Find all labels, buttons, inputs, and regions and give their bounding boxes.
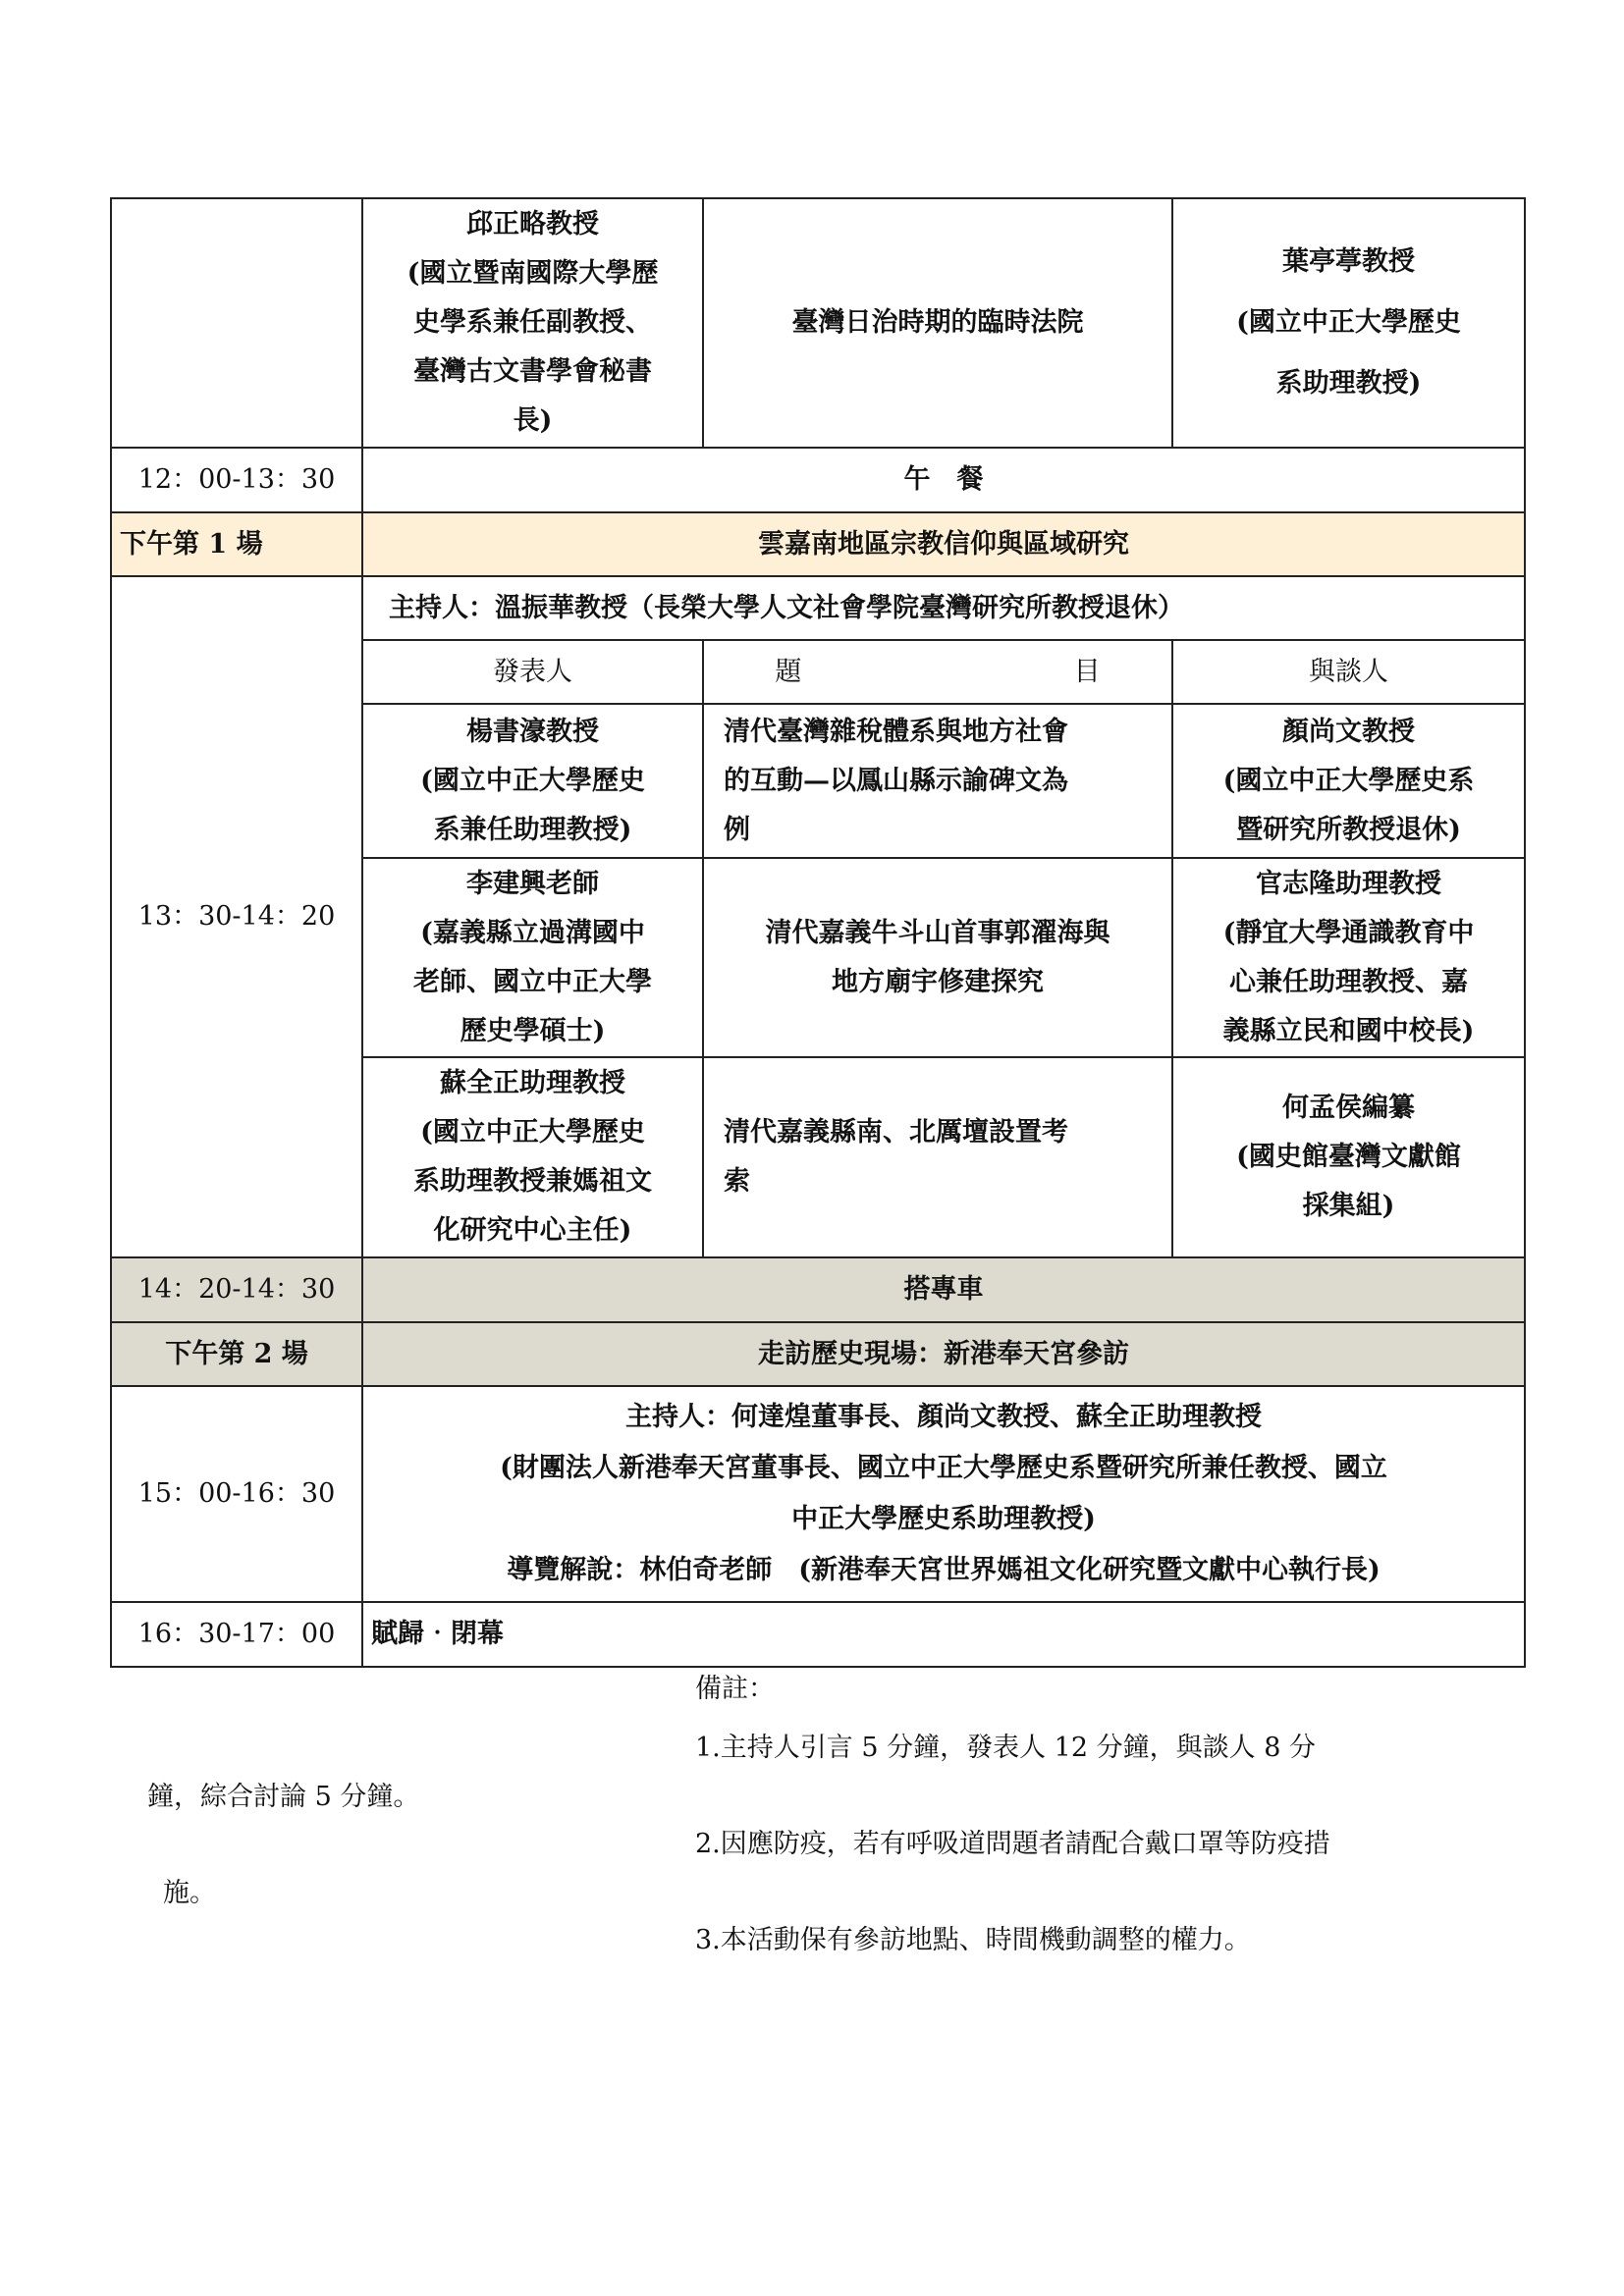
table-row [111, 448, 1525, 512]
lunch-label: 午 餐 [362, 448, 1525, 512]
discussant-affiliation: 暨研究所教授退休) [1236, 814, 1461, 845]
presenter-name: 李建興老師 [466, 868, 599, 899]
column-header-topic-char: 題 [775, 656, 802, 687]
session-label: 下午第 1 場 [111, 512, 362, 576]
presenter-affiliation: 歷史學碩士) [460, 1015, 606, 1046]
session-title: 雲嘉南地區宗教信仰與區域研究 [362, 512, 1525, 576]
presenter-affiliation: (嘉義縣立過溝國中 [420, 917, 645, 948]
note-item: 1.主持人引言 5 分鐘，發表人 12 分鐘，與談人 8 分 [695, 1733, 1316, 1763]
presenter-cell [362, 1057, 703, 1257]
host-affiliation: (財團法人新港奉天宮董事長、國立中正大學歷史系暨研究所兼任教授、國立 [500, 1453, 1387, 1483]
session-host: 主持人：溫振華教授（長榮大學人文社會學院臺灣研究所教授退休） [362, 576, 1525, 640]
presenter-name: 蘇全正助理教授 [440, 1068, 625, 1098]
topic-text: 清代臺灣雜稅體系與地方社會 [724, 716, 1068, 747]
note-item: 施。 [163, 1878, 216, 1908]
presenter-affiliation: 老師、國立中正大學 [413, 966, 652, 997]
column-header-topic [703, 640, 1172, 704]
notes-heading: 備註： [695, 1674, 775, 1704]
discussant-affiliation: (國史館臺灣文獻館 [1236, 1142, 1461, 1172]
time-cell: 15：00-16：30 [111, 1386, 362, 1602]
column-header-discussant: 與談人 [1172, 640, 1525, 704]
session-header [111, 1257, 1525, 1322]
presenter-affiliation: 化研究中心主任) [433, 1215, 632, 1246]
presenter-affiliation: (國立暨南國際大學歷 [406, 258, 659, 289]
presenter-affiliation: 史學系兼任副教授、 [413, 307, 652, 338]
presenter-cell [362, 858, 703, 1057]
session-header [111, 512, 1525, 576]
topic-cell [703, 704, 1172, 858]
discussant-cell [1172, 1057, 1525, 1257]
discussant-cell [1172, 704, 1525, 858]
presenter-name: 邱正略教授 [466, 209, 599, 240]
discussant-name: 何孟侯編纂 [1282, 1093, 1415, 1123]
presenter-affiliation: (國立中正大學歷史 [420, 765, 645, 796]
presenter-affiliation: 系兼任助理教授) [433, 814, 632, 845]
presenter-affiliation: (國立中正大學歷史 [420, 1117, 645, 1148]
session-host: 主持人：何達煌董事長、顏尚文教授、蘇全正助理教授 [625, 1402, 1262, 1432]
session-title: 走訪歷史現場：新港奉天宮參訪 [362, 1322, 1525, 1386]
table-row [111, 1602, 1525, 1667]
presenter-cell [362, 704, 703, 858]
host-affiliation: 中正大學歷史系助理教授) [791, 1504, 1096, 1534]
closing-label: 賦歸‧閉幕 [362, 1602, 1525, 1667]
time-cell: 16：30-17：00 [111, 1602, 362, 1667]
schedule-table [110, 197, 1526, 1668]
topic-cell [703, 858, 1172, 1057]
discussant-affiliation: (國立中正大學歷史系 [1222, 765, 1475, 796]
topic-cell [703, 198, 1172, 448]
presenter-name: 楊書濠教授 [466, 716, 599, 747]
guide-info: 導覽解說：林伯奇老師 (新港奉天宮世界媽祖文化研究暨文獻中心執行長) [507, 1555, 1380, 1585]
time-cell: 14：20-14：30 [111, 1257, 362, 1322]
note-item: 3.本活動保有參訪地點、時間機動調整的權力。 [695, 1925, 1251, 1955]
topic-cell [703, 1057, 1172, 1257]
session-label: 下午第 2 場 [111, 1322, 362, 1386]
topic-text: 地方廟宇修建探究 [832, 966, 1044, 997]
topic-text: 清代嘉義牛斗山首事郭濯海與 [765, 917, 1110, 948]
topic-text: 臺灣日治時期的臨時法院 [791, 307, 1084, 338]
table-row [111, 1386, 1525, 1602]
presenter-affiliation: 系助理教授兼媽祖文 [413, 1166, 652, 1197]
discussant-affiliation: 系助理教授) [1275, 368, 1422, 399]
discussant-name: 顏尚文教授 [1282, 716, 1415, 747]
topic-text: 清代嘉義縣南、北厲壇設置考 [724, 1117, 1068, 1148]
discussant-name: 葉亭葶教授 [1282, 246, 1415, 277]
discussant-affiliation: (國立中正大學歷史 [1236, 307, 1461, 338]
table-row [111, 198, 1525, 448]
discussant-cell [1172, 858, 1525, 1057]
note-item: 鐘，綜合討論 5 分鐘。 [147, 1782, 420, 1812]
discussant-affiliation: 義縣立民和國中校長) [1222, 1015, 1475, 1046]
presenter-cell [362, 198, 703, 448]
column-header-presenter: 發表人 [362, 640, 703, 704]
discussant-affiliation: (靜宜大學通識教育中 [1222, 917, 1475, 948]
table-row [111, 576, 1525, 640]
topic-text: 索 [724, 1166, 750, 1197]
presenter-affiliation: 長) [513, 405, 553, 436]
discussant-name: 官志隆助理教授 [1256, 868, 1441, 899]
presenter-affiliation: 臺灣古文書學會秘書 [413, 356, 652, 387]
session2-details [362, 1386, 1525, 1602]
time-cell: 13：30-14：20 [111, 576, 362, 1257]
discussant-affiliation: 採集組) [1302, 1191, 1395, 1221]
topic-text: 例 [724, 814, 750, 845]
session-header [111, 1322, 1525, 1386]
topic-text: 的互動—以鳳山縣示諭碑文為 [724, 765, 1068, 796]
shuttle-label: 搭專車 [362, 1257, 1525, 1322]
note-item: 2.因應防疫，若有呼吸道問題者請配合戴口罩等防疫措 [695, 1829, 1330, 1859]
discussant-affiliation: 心兼任助理教授、嘉 [1229, 966, 1468, 997]
discussant-cell [1172, 198, 1525, 448]
column-header-topic-char: 目 [1073, 656, 1101, 687]
time-cell: 12：00-13：30 [111, 448, 362, 512]
empty-time-cell [111, 198, 362, 448]
